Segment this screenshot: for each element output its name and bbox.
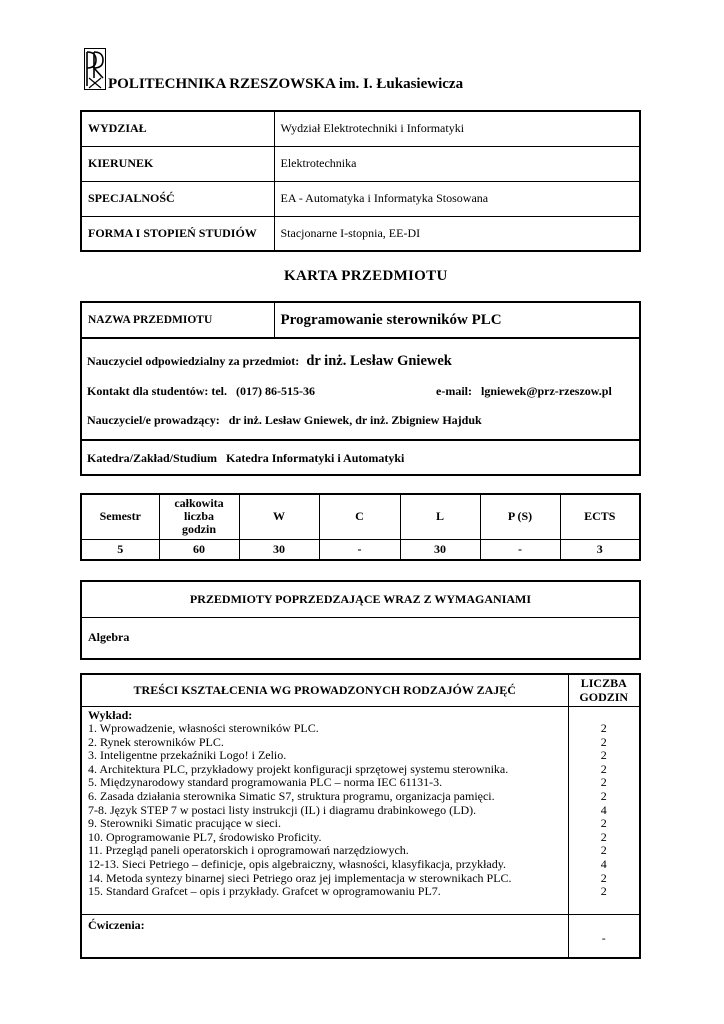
table-row bbox=[81, 674, 640, 706]
hours-header-w: W bbox=[239, 494, 319, 539]
faculty-value: Wydział Elektrotechniki i Informatyki bbox=[274, 111, 640, 146]
lecture-item: 12-13. Sieci Petriego – definicje, opis algebraiczny, własności, klasyfikacja, przykłady. bbox=[88, 857, 506, 872]
instructors-line bbox=[87, 413, 482, 428]
lecture-item: 15. Standard Grafcet – opis i przykłady. Grafcet w oprogramowaniu PL7. bbox=[88, 884, 441, 899]
lecture-item-hours: 2 bbox=[600, 761, 607, 776]
table-row bbox=[81, 146, 640, 181]
lecture-item: 7-8. Język STEP 7 w postaci listy instrukcji (IL) i diagramu drabinkowego (LD). bbox=[88, 802, 477, 817]
email-line bbox=[436, 384, 612, 399]
lecture-item: 4. Architektura PLC, przykładowy projekt konfiguracji sprzętowej systemu sterownika. bbox=[88, 761, 509, 776]
lecture-item: 1. Wprowadzenie, własności sterowników PLC. bbox=[88, 721, 319, 736]
lecture-list bbox=[88, 722, 562, 899]
specialization-label: SPECJALNOŚĆ bbox=[81, 181, 274, 216]
specialization-value: EA - Automatyka i Informatyka Stosowana bbox=[274, 181, 640, 216]
table-row bbox=[81, 216, 640, 251]
prerequisites-value: Algebra bbox=[81, 617, 640, 659]
content-title: TREŚCI KSZTAŁCENIA WG PROWADZONYCH RODZAJÓW ZAJĘĆ bbox=[81, 674, 568, 706]
hours-w: 30 bbox=[239, 539, 319, 560]
content-hours-header bbox=[568, 674, 640, 706]
prerequisites-title: PRZEDMIOTY POPRZEDZAJĄCE WRAZ Z WYMAGANIAMI bbox=[81, 581, 640, 617]
table-row bbox=[81, 111, 640, 146]
lecture-item: 11. Przegląd paneli operatorskich i oprogramowań narzędziowych. bbox=[88, 843, 409, 858]
email-address[interactable]: lgniewek@prz-rzeszow.pl bbox=[480, 384, 612, 398]
hours-p: - bbox=[480, 539, 560, 560]
lecture-item-hours: 2 bbox=[600, 748, 607, 763]
instructors-label: Nauczyciel/e prowadzący: bbox=[87, 413, 220, 427]
contact-line bbox=[87, 384, 315, 399]
exercises-hours: - bbox=[568, 914, 640, 958]
hours-header-total: całkowita liczba godzin bbox=[159, 494, 239, 539]
lecture-item-hours: 2 bbox=[600, 721, 607, 736]
subject-name-label: NAZWA PRZEDMIOTU bbox=[81, 302, 274, 338]
lecture-item-hours: 4 bbox=[600, 857, 607, 872]
lecture-item: 14. Metoda syntezy binarnej sieci Petriego oraz jej implementacja w sterownikach PLC. bbox=[88, 870, 512, 885]
table-row bbox=[81, 181, 640, 216]
hours-total: 60 bbox=[159, 539, 239, 560]
lecture-item: 9. Sterowniki Simatic pracujące w sieci. bbox=[88, 816, 281, 831]
hours-table bbox=[80, 493, 641, 561]
lecture-item-hours: 2 bbox=[600, 829, 607, 844]
lecture-item-hours: 2 bbox=[600, 816, 607, 831]
table-row bbox=[81, 914, 640, 958]
hours-header-p: P (S) bbox=[480, 494, 560, 539]
teacher-label: Nauczyciel odpowiedzialny za przedmiot: bbox=[87, 354, 300, 368]
lecture-item: 10. Oprogramowanie PL7, środowisko Proficity. bbox=[88, 829, 322, 844]
teacher-line bbox=[87, 353, 452, 370]
content-hours-header-line2: GODZIN bbox=[579, 690, 629, 705]
hours-header-l: L bbox=[400, 494, 480, 539]
lecture-item-hours: 4 bbox=[600, 802, 607, 817]
university-logo-icon bbox=[84, 48, 106, 90]
faculty-info-table bbox=[80, 110, 641, 252]
content-table bbox=[80, 673, 641, 959]
content-hours-header-line1: LICZBA bbox=[580, 676, 627, 691]
hours-l: 30 bbox=[400, 539, 480, 560]
major-label: KIERUNEK bbox=[81, 146, 274, 181]
department: Katedra Informatyki i Automatyki bbox=[226, 451, 405, 465]
subject-name: Programowanie sterowników PLC bbox=[274, 302, 640, 338]
lecture-item-hours: 2 bbox=[600, 870, 607, 885]
lecture-topics bbox=[81, 706, 568, 914]
department-label: Katedra/Zakład/Studium bbox=[87, 451, 218, 465]
lecture-hours bbox=[568, 706, 640, 914]
lecture-item-hours: 2 bbox=[600, 843, 607, 858]
hours-c: - bbox=[319, 539, 400, 560]
lecture-item: 3. Inteligentne przekaźniki Logo! i Zelio. bbox=[88, 748, 287, 763]
lecture-item-hours: 2 bbox=[600, 775, 607, 790]
email-label: e-mail: bbox=[436, 384, 472, 398]
hours-ects: 3 bbox=[560, 539, 640, 560]
lecture-item-hours: 2 bbox=[600, 789, 607, 804]
document-title: KARTA PRZEDMIOTU bbox=[284, 268, 448, 284]
hours-header-ects: ECTS bbox=[560, 494, 640, 539]
study-form-value: Stacjonarne I-stopnia, EE-DI bbox=[274, 216, 640, 251]
teacher-name: dr inż. Lesław Gniewek bbox=[306, 353, 452, 369]
instructors: dr inż. Lesław Gniewek, dr inż. Zbigniew Hajduk bbox=[228, 413, 482, 427]
lecture-item: 2. Rynek sterowników PLC. bbox=[88, 734, 224, 749]
subject-name-table bbox=[80, 301, 641, 339]
prerequisites-table bbox=[80, 580, 641, 660]
contact-label: Kontakt dla studentów: tel. bbox=[87, 384, 228, 398]
faculty-label: WYDZIAŁ bbox=[81, 111, 274, 146]
exercises-label: Ćwiczenia: bbox=[81, 914, 568, 958]
hours-header-semester: Semestr bbox=[81, 494, 159, 539]
lecture-item-hours: 2 bbox=[600, 884, 607, 899]
table-row bbox=[81, 706, 640, 914]
lecture-item-hours: 2 bbox=[600, 734, 607, 749]
table-row bbox=[81, 494, 640, 539]
university-name: POLITECHNIKA RZESZOWSKA im. I. Łukasiewicza bbox=[108, 76, 464, 92]
major-value: Elektrotechnika bbox=[274, 146, 640, 181]
lecture-hours-list bbox=[575, 722, 634, 899]
hours-semester: 5 bbox=[81, 539, 159, 560]
table-row bbox=[81, 539, 640, 560]
lecture-item: 5. Międzynarodowy standard programowania PLC – norma IEC 61131-3. bbox=[88, 775, 443, 790]
lecture-label: Wykład: bbox=[88, 707, 133, 722]
department-line bbox=[87, 451, 404, 466]
lecture-item: 6. Zasada działania sterownika Simatic S7, struktura programu, organizacja pamięci. bbox=[88, 789, 495, 804]
hours-header-c: C bbox=[319, 494, 400, 539]
study-form-label: FORMA I STOPIEŃ STUDIÓW bbox=[81, 216, 274, 251]
phone: (017) 86-515-36 bbox=[236, 384, 315, 398]
